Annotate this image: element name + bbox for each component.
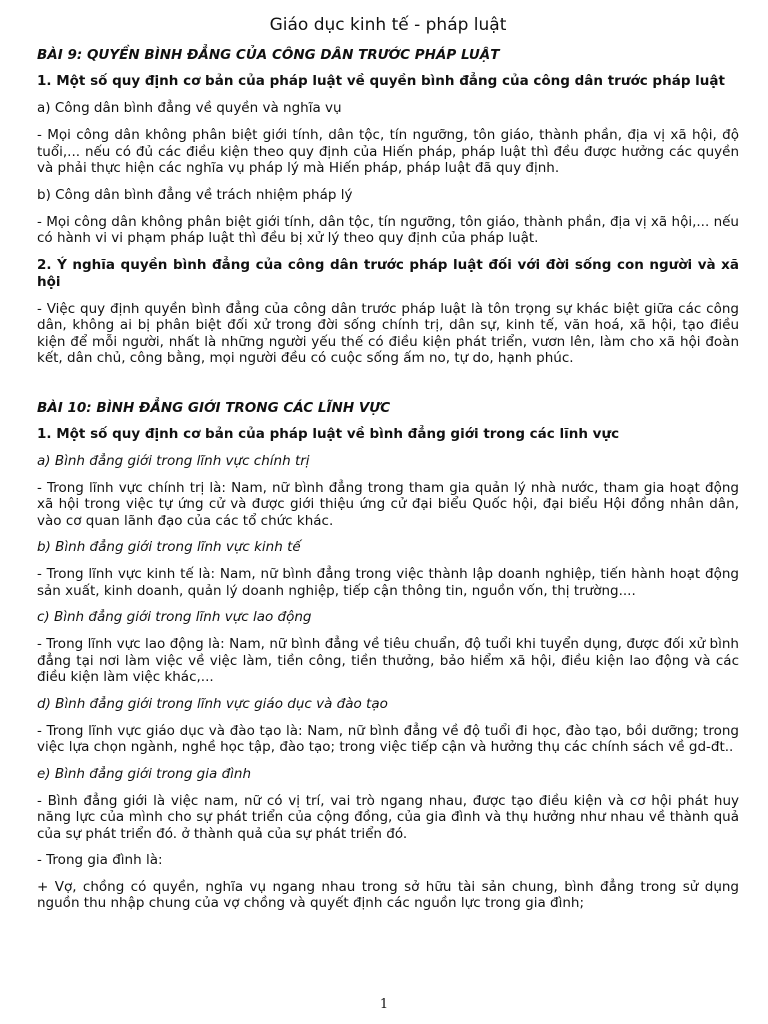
lesson-9-section-2-heading: 2. Ý nghĩa quyền bình đẳng của công dân trước pháp luật đối với đời sống con người và xã hội <box>37 256 739 290</box>
lesson-10-e-text-2: - Trong gia đình là: <box>37 852 163 868</box>
lesson-9-section-1a-label: a) Công dân bình đẳng về quyền và nghĩa vụ <box>37 100 342 116</box>
lesson-10-a-label: a) Bình đẳng giới trong lĩnh vực chính trị <box>37 452 310 469</box>
lesson-10-d-text: - Trong lĩnh vực giáo dục và đào tạo là: Nam, nữ bình đẳng về độ tuổi đi học, đào tạo, bồi dưỡng; trong việc lựa chọn ngành, nghề học tập, đào tạo; trong việc tiếp cận và hưởng thụ các chính sách về gd-đt.. <box>37 722 739 755</box>
lesson-10-c-text: - Trong lĩnh vực lao động là: Nam, nữ bình đẳng về tiêu chuẩn, độ tuổi khi tuyển dụng, được đối xử bình đẳng tại nơi làm việc về việc làm, tiền công, tiền thưởng, bảo hiểm xã hội, điều kiện lao động và các điều kiện làm việc khác,... <box>37 636 739 685</box>
lesson-9-section-1b-label: b) Công dân bình đẳng về trách nhiệm pháp lý <box>37 186 353 203</box>
lesson-10-e-label: e) Bình đẳng giới trong gia đình <box>37 765 251 782</box>
lesson-9-title: BÀI 9: QUYỀN BÌNH ĐẲNG CỦA CÔNG DÂN TRƯỚC PHÁP LUẬT <box>37 47 500 63</box>
document-page <box>37 14 739 922</box>
lesson-10-b-text: - Trong lĩnh vực kinh tế là: Nam, nữ bình đẳng trong việc thành lập doanh nghiệp, tiến hành hoạt động sản xuất, kinh doanh, quản lý doanh nghiệp, tiếp cận thông tin, nguồn vốn, thị trường.... <box>37 566 739 599</box>
lesson-9-section-2-text: - Việc quy định quyền bình đẳng của công dân trước pháp luật là tôn trọng sự khác biệt giữa các công dân, không ai bị phân biệt đối xử trong đời sống chính trị, dân sự, kinh tế, văn hoá, xã hội, tạo điều kiện để mỗi người, nhất là những người yếu thế có điều kiện phát triển, vươn lên, làm cho xã hội đoàn kết, dân chủ, công bằng, mọi người đều có cuộc sống ấm no, tự do, hạnh phúc. <box>37 300 739 366</box>
document-title: Giáo dục kinh tế - pháp luật <box>269 15 507 35</box>
lesson-9-section-1a-text: - Mọi công dân không phân biệt giới tính, dân tộc, tín ngưỡng, tôn giáo, thành phần, địa vị xã hội, độ tuổi,... nếu có đủ các điều kiện theo quy định của Hiến pháp, pháp luật thì đều được hưởng các quyền và phải thực hiện các nghĩa vụ pháp lý mà Hiến pháp, pháp luật đã quy định. <box>37 127 739 176</box>
section-spacer <box>37 377 739 399</box>
lesson-10-c-label: c) Bình đẳng giới trong lĩnh vực lao động <box>37 609 312 625</box>
lesson-10-a-text: - Trong lĩnh vực chính trị là: Nam, nữ bình đẳng trong tham gia quản lý nhà nước, tham gia hoạt động xã hội trong việc tự ứng cử và được giới thiệu ứng cử đại biểu Quốc hội, đại biểu Hội đồng nhân dân, vào cơ quan lãnh đạo của các tổ chức khác. <box>37 479 739 529</box>
lesson-10-d-label: d) Bình đẳng giới trong lĩnh vực giáo dục và đào tạo <box>37 695 388 712</box>
lesson-10-section-1-heading: 1. Một số quy định cơ bản của pháp luật về bình đẳng giới trong các lĩnh vực <box>37 425 620 442</box>
lesson-10-b-label: b) Bình đẳng giới trong lĩnh vực kinh tế <box>37 539 301 555</box>
lesson-9-section-1-heading: 1. Một số quy định cơ bản của pháp luật về quyền bình đẳng của công dân trước pháp luật <box>37 73 725 89</box>
lesson-10-e-text-1: - Bình đẳng giới là việc nam, nữ có vị trí, vai trò ngang nhau, được tạo điều kiện và cơ hội phát huy năng lực của mình cho sự phát triển của cộng đồng, của gia đình và thụ hưởng như nhau về thành quả của sự phát triển đó. ở thành quả của sự phát triển đó. <box>37 792 739 842</box>
lesson-9-section-1b-text: - Mọi công dân không phân biệt giới tính, dân tộc, tín ngưỡng, tôn giáo, thành phần, địa vị xã hội,... nếu có hành vi vi phạm pháp luật thì đều bị xử lý theo quy định của pháp luật. <box>37 213 739 246</box>
lesson-10-title: BÀI 10: BÌNH ĐẲNG GIỚI TRONG CÁC LĨNH VỰC <box>37 399 391 416</box>
lesson-10-e-text-3: + Vợ, chồng có quyền, nghĩa vụ ngang nhau trong sở hữu tài sản chung, bình đẳng trong sử dụng nguồn thu nhập chung của vợ chồng và quyết định các nguồn lực trong gia đình; <box>37 878 739 911</box>
page-number: 1 <box>379 997 389 1012</box>
